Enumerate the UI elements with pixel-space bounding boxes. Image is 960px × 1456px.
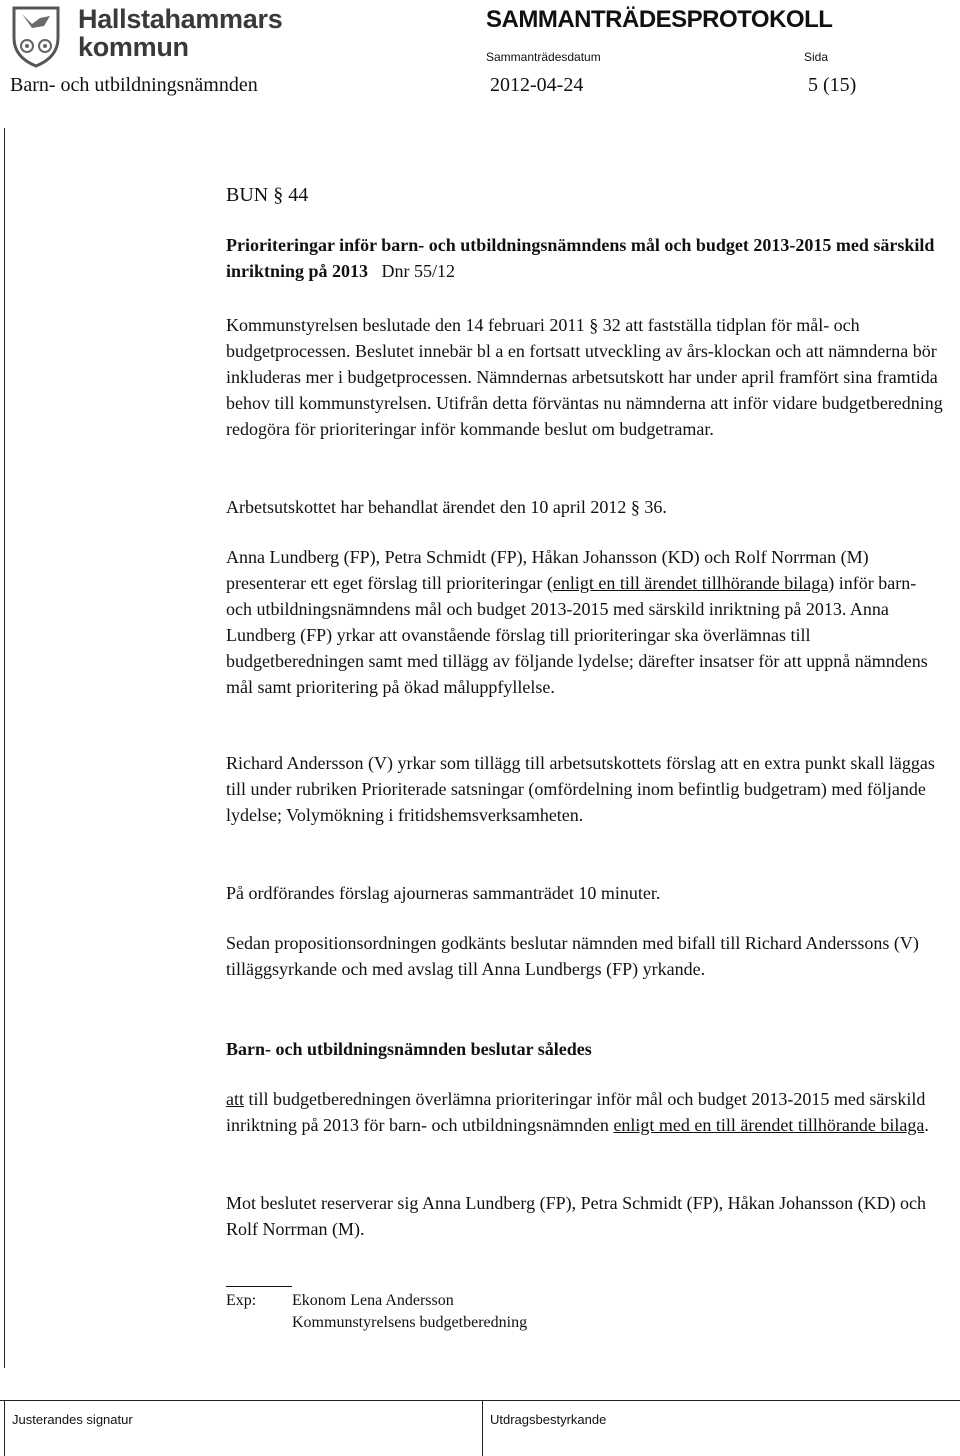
org-name-line2: kommun — [78, 32, 189, 62]
expedition-recipient-1: Ekonom Lena Andersson — [292, 1292, 454, 1309]
footer-rule — [0, 1400, 960, 1401]
attachment-link: enligt en till ärendet tillhörande bilaga — [552, 573, 829, 593]
section-sign: § — [273, 184, 284, 206]
margin-rule — [4, 128, 5, 1368]
decision-att: att — [226, 1089, 244, 1109]
section-number: BUN § 44 — [226, 184, 309, 206]
document-title: SAMMANTRÄDESPROTOKOLL — [486, 6, 833, 33]
extract-label: Utdragsbestyrkande — [490, 1412, 607, 1427]
coat-of-arms-icon — [10, 4, 62, 68]
paragraph-working-committee: Arbetsutskottet har behandlat ärendet den 10 april 2012 § 36. — [226, 497, 667, 517]
page-number: 5 (15) — [808, 74, 857, 96]
expedition-label: Exp: — [226, 1292, 257, 1309]
paragraph-reservation: Mot beslutet reserverar sig Anna Lundberg (FP), Petra Schmidt (FP), Håkan Johansson (KD) och Rolf Norrman (M). — [226, 1193, 927, 1239]
footer-divider-middle — [482, 1400, 483, 1456]
decision-attachment-link: enligt med en till ärendet tillhörande bilaga — [613, 1115, 925, 1135]
decision-heading: Barn- och utbildningsnämnden beslutar således — [226, 1039, 592, 1059]
footer-divider-left — [4, 1400, 5, 1456]
page-label: Sida — [804, 50, 829, 64]
signature-label: Justerandes signatur — [12, 1412, 133, 1427]
meeting-date: 2012-04-24 — [490, 74, 584, 96]
committee-name: Barn- och utbildningsnämnden — [10, 74, 258, 96]
paragraph-adjournment: På ordförandes förslag ajourneras sammanträdet 10 minuter. — [226, 883, 661, 903]
expedition-recipient-2: Kommunstyrelsens budgetberedning — [292, 1314, 528, 1331]
case-number: Dnr 55/12 — [381, 261, 456, 281]
paragraph-proposal: Anna Lundberg (FP), Petra Schmidt (FP), Håkan Johansson (KD) och Rolf Norrman (M) presenterar ett eget förslag till prioriteringar (enligt en till ärendet tillhörande bilaga) inför barn- och utbildningsnämndens mål och budget 2013-2015 med särskild inriktning på 2013. Anna Lundberg (FP) yrkar att ovanstående förslag till prioriteringar ska överlämnas till budgetberedningen samt med tillägg av följande lydelse; därefter insatser för att uppnå nämndens mål samt prioritering på ökad måluppfyllelse. — [226, 547, 928, 697]
paragraph-order: Sedan propositionsordningen godkänts beslutar nämnden med bifall till Richard Anderssons (V) tilläggsyrkande och med avslag till Anna Lundbergs (FP) yrkande. — [226, 933, 919, 979]
section-heading: Prioriteringar inför barn- och utbildningsnämndens mål och budget 2013-2015 med särskild inriktning på 2013 Dnr 55/12 — [226, 235, 935, 281]
paragraph-amendment: Richard Andersson (V) yrkar som tillägg till arbetsutskottets förslag att en extra punkt skall läggas till under rubriken Prioriterade satsningar (omfördelning inom befintlig budgetram) med följande lydelse; Volymökning i fritidshemsverksamheten. — [226, 753, 935, 825]
decision-text: att till budgetberedningen överlämna prioriteringar inför mål och budget 2013-2015 med särskild inriktning på 2013 för barn- och utbildningsnämnden enligt med en till ärendet tillhörande bilaga. — [226, 1089, 929, 1135]
expedition-rule — [226, 1286, 292, 1287]
meeting-date-label: Sammanträdesdatum — [486, 50, 601, 64]
org-name-line1: Hallstahammars — [78, 4, 283, 34]
paragraph-background: Kommunstyrelsen beslutade den 14 februari 2011 § 32 att fastställa tidplan för mål- och budgetprocessen. Beslutet innebär bl a en fortsatt utveckling av års-klockan och att nämnderna bör inkluderas mer i budgetprocessen. Nämndernas arbetsutskott har under april framfört sina framtida behov till kommunstyrelsen. Utifrån detta förväntas nu nämnderna att inför vidare budgetberedning redogöra för prioriteringar inför kommande beslut om budgetramar. — [226, 315, 943, 439]
